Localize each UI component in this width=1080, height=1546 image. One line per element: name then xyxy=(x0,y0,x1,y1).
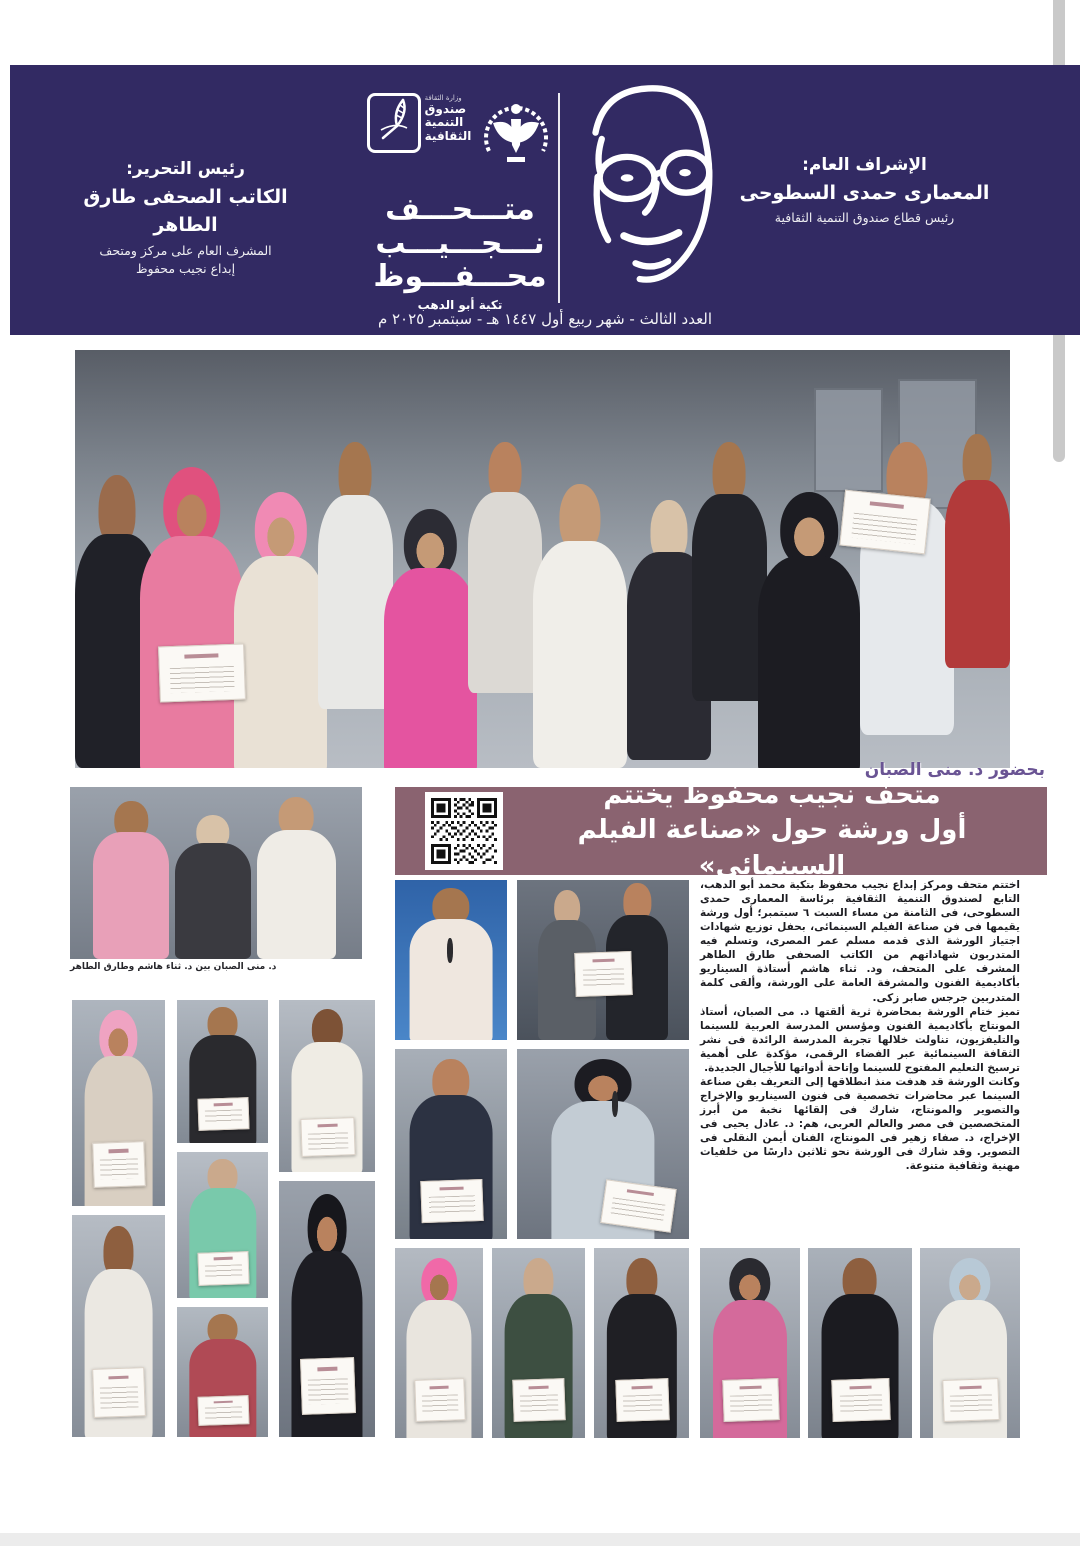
masthead-center xyxy=(360,87,560,312)
photo-trainee xyxy=(395,1248,483,1438)
supervision-role: رئيس قطاع صندوق التنمية الثقافية xyxy=(774,210,955,225)
photo-trainee xyxy=(177,1152,268,1298)
ministry-label: وزارة الثقافة xyxy=(424,94,462,102)
page-bottom-strip xyxy=(0,1533,1080,1546)
photo-trainee xyxy=(279,1000,375,1172)
ministry-eagle-logo xyxy=(479,87,553,179)
photo-trainee xyxy=(808,1248,912,1438)
title-line-3: محـــفـــوظ xyxy=(373,259,547,295)
photo-trainee xyxy=(72,1000,165,1206)
photo-trainee xyxy=(492,1248,585,1438)
title-line-1: متـــحـــف xyxy=(385,192,535,227)
photo-caption: د. منى الصبان بين د. ثناء هاشم وطارق الطاهر xyxy=(70,962,277,972)
photo-trainee xyxy=(177,1307,268,1437)
editor-label: رئيس التحرير: xyxy=(126,159,245,179)
headline-line-1: متحف نجيب محفوظ يختتم xyxy=(603,780,941,811)
supervision-name: المعمارى حمدى السطوحى xyxy=(739,181,990,204)
photo-trainee xyxy=(920,1248,1020,1438)
paragraph-3: وكانت الورشة قد هدفت منذ انطلاقها إلى التعريف بفن صناعة السينما عبر محاضرات تخصصية فى فنون السيناريو والإخراج والتصوير والمونتاج، شارك فى إلقائها نخبة من أبرز المتخصصين فى مصر والعالم العربى، هم: د. عادل يحيى فى الإخراج، د. صفاء زهير فى المونتاج، الفنان أيمن النقلى فى التصوير. وقد شارك فى الورشة نحو ثلاثين دارسًا من خلفيات مهنية وثقافية متنوعة. xyxy=(700,1075,1020,1173)
fund-name-line3: الثقافية xyxy=(424,128,472,143)
headline xyxy=(503,778,1047,883)
editor-name: الكاتب الصحفى طارق الطاهر xyxy=(83,185,288,236)
photo-trainee xyxy=(279,1181,375,1437)
photo-speaker-mic xyxy=(395,880,507,1040)
photo-woman-mic-certificate xyxy=(517,1049,689,1239)
photo-two-women-certificate xyxy=(517,880,689,1040)
editor-role-line2: إبداع نجيب محفوظ xyxy=(135,261,236,277)
cultural-development-fund-logo xyxy=(367,87,472,153)
photo-trainee xyxy=(594,1248,689,1438)
group-photo xyxy=(75,350,1010,768)
paragraph-2: تميز ختام الورشة بمحاضرة ثرية ألقتها د. مى الصبان، أستاذ المونتاج بأكاديمية الفنون ومؤسس المدرسة العربية للسينما والتليفزيون، تناولت خلالها تجربة المدرسة الرائدة فى نشر الثقافة السينمائية عبر الفضاء الرقمى، مؤكدة على أهمية ترسيخ التعليم المفتوح للسينما وإتاحة أدواتها للأجيال الجديدة. xyxy=(700,1005,1020,1074)
certificate xyxy=(158,643,246,702)
article-body xyxy=(700,878,1020,1242)
photo-trainee xyxy=(72,1215,165,1437)
qr-code xyxy=(425,792,503,870)
naguib-mahfouz-portrait xyxy=(566,75,724,303)
photo-trainee xyxy=(177,1000,268,1143)
headline-line-2: أول ورشة حول «صناعة الفيلم السينمائى» xyxy=(577,815,967,881)
headline-bar xyxy=(395,780,1047,881)
photo-trainee xyxy=(700,1248,800,1438)
museum-title xyxy=(360,193,560,294)
editor-role-line1: المشرف العام على مركز ومتحف xyxy=(99,242,272,258)
supervision-block xyxy=(737,153,992,228)
supervision-label: الإشراف العام: xyxy=(802,155,927,175)
kicker: بحضور د. منى الصبان xyxy=(864,760,1045,780)
museum-subtitle: تكية أبو الدهب xyxy=(417,297,503,312)
paragraph-1: اختتم متحف ومركز إبداع نجيب محفوظ بتكية محمد أبو الدهب، التابع لصندوق التنمية الثقافية برئاسة المعمارى حمدى السطوحى، فى الثامنة من مساء السبت ٦ سبتمبر؛ أول ورشة يقيمها فى فن صناعة الفيلم السينمائى، بحفل توزيع شهادات اجتياز الورشة الذى قدمه مسلم عمر المصرى، وتسلم فيه المتدربون شهاداتهم من الكاتب الصحفى طارق الطاهر المشرف على المتحف، ود. ثناء هاشم أستاذة السيناريو بأكاديمية الفنون والمشرفة العامة على الورشة، وألقى كلمة المتدربين جرجس صابر زكى. xyxy=(700,879,1020,1004)
masthead-divider xyxy=(558,93,560,303)
photo-sabban-hashem-taher xyxy=(70,787,362,959)
certificate xyxy=(839,490,931,555)
photo-trainee xyxy=(395,1049,507,1239)
editor-block xyxy=(68,157,303,279)
fund-name-line2: التنمية xyxy=(424,115,464,130)
title-line-2: نـــجـــيـــب xyxy=(375,225,545,261)
fund-name-line1: صندوق xyxy=(424,101,467,116)
issue-line: العدد الثالث - شهر ربيع أول ١٤٤٧ هـ - سبتمبر ٢٠٢٥ م xyxy=(377,310,713,328)
masthead xyxy=(10,65,1080,335)
quill-icon xyxy=(367,93,421,153)
